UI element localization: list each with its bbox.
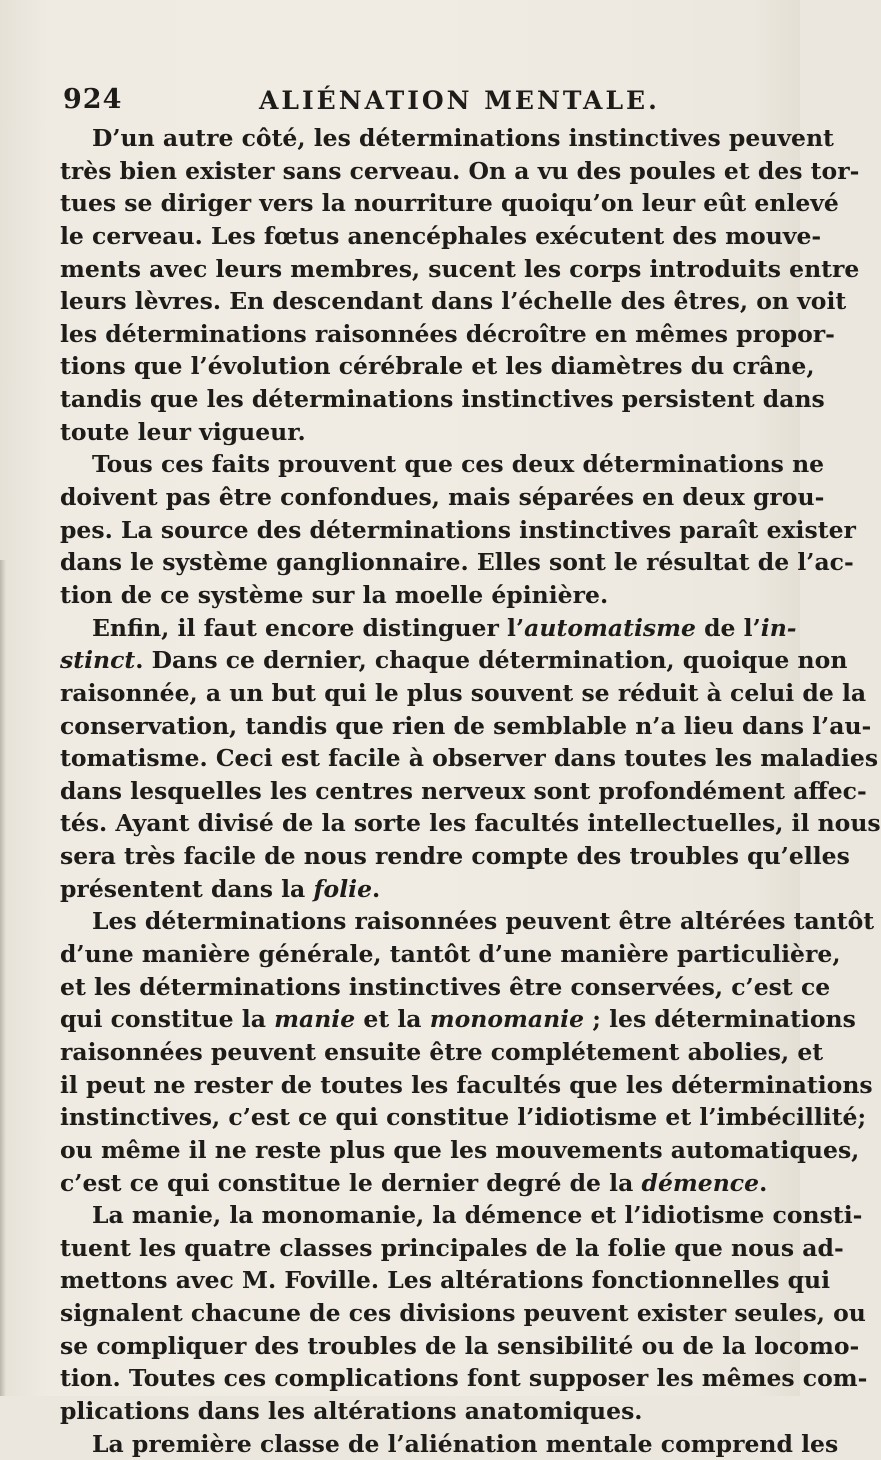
text-line: qui constitue la manie et la monomanie ; les déterminations: [60, 1005, 856, 1034]
text-line: dans lesquelles les centres nerveux sont profondément affec-: [60, 776, 867, 805]
page-edge-shadow: [0, 560, 6, 1396]
text-line: tions que l’évolution cérébrale et les diamètres du crâne,: [60, 352, 815, 381]
text-line: le cerveau. Les fœtus anencéphales exécutent des mouve-: [60, 221, 822, 250]
text-line: La première classe de l’aliénation mentale comprend les: [92, 1429, 839, 1458]
text-line: raisonnées peuvent ensuite être complétement abolies, et: [60, 1037, 824, 1066]
text-line: instinctives, c’est ce qui constitue l’idiotisme et l’imbécillité;: [60, 1103, 867, 1132]
text-line: tues se diriger vers la nourriture quoiqu’on leur eût enlevé: [60, 189, 839, 218]
text-line: tion de ce système sur la moelle épinière.: [60, 580, 609, 609]
text-line: très bien exister sans cerveau. On a vu des poules et des tor-: [60, 156, 860, 185]
text-line: tés. Ayant divisé de la sorte les facultés intellectuelles, il nous: [60, 809, 881, 838]
text-line: conservation, tandis que rien de semblable n’a lieu dans l’au-: [60, 711, 872, 740]
text-line: tandis que les déterminations instinctives persistent dans: [60, 385, 825, 414]
text-line: ments avec leurs membres, sucent les corps introduits entre: [60, 254, 860, 283]
running-head: ALIÉNATION MENTALE.: [259, 86, 660, 115]
text-line: d’une manière générale, tantôt d’une manière particulière,: [60, 940, 841, 969]
text-line: se compliquer des troubles de la sensibilité ou de la locomo-: [60, 1331, 860, 1360]
text-line: c’est ce qui constitue le dernier degré de la démence.: [60, 1168, 768, 1197]
text-line: mettons avec M. Foville. Les altérations fonctionnelles qui: [60, 1266, 831, 1295]
text-line: plications dans les altérations anatomiques.: [60, 1396, 643, 1425]
text-line: les déterminations raisonnées décroître en mêmes propor-: [60, 319, 835, 348]
text-line: sera très facile de nous rendre compte des troubles qu’elles: [60, 842, 850, 871]
page-header: [63, 84, 763, 124]
text-line: pes. La source des déterminations instinctives paraît exister: [60, 515, 856, 544]
text-line: stinct. Dans ce dernier, chaque détermination, quoique non: [60, 646, 848, 675]
text-line: La manie, la monomanie, la démence et l’idiotisme consti-: [92, 1201, 863, 1230]
text-line: tomatisme. Ceci est facile à observer dans toutes les maladies: [60, 744, 879, 773]
text-line: ou même il ne reste plus que les mouvements automatiques,: [60, 1135, 860, 1164]
text-line: doivent pas être confondues, mais séparées en deux grou-: [60, 483, 825, 512]
body-text: [60, 122, 881, 1460]
text-line: tuent les quatre classes principales de la folie que nous ad-: [60, 1233, 844, 1262]
text-line: et les déterminations instinctives être conservées, c’est ce: [60, 972, 831, 1001]
text-line: Les déterminations raisonnées peuvent être altérées tantôt: [92, 907, 875, 936]
text-line: présentent dans la folie.: [60, 874, 381, 903]
text-line: Enfin, il faut encore distinguer l’automatisme de l’in-: [92, 613, 797, 642]
text-line: dans le système ganglionnaire. Elles sont le résultat de l’ac-: [60, 548, 854, 577]
text-line: leurs lèvres. En descendant dans l’échelle des êtres, on voit: [60, 287, 847, 316]
text-line: toute leur vigueur.: [60, 417, 306, 446]
text-line: raisonnée, a un but qui le plus souvent se réduit à celui de la: [60, 678, 867, 707]
text-line: il peut ne rester de toutes les facultés que les déterminations: [60, 1070, 873, 1099]
text-line: signalent chacune de ces divisions peuvent exister seules, ou: [60, 1299, 866, 1328]
text-line: Tous ces faits prouvent que ces deux déterminations ne: [92, 450, 825, 479]
text-line: tion. Toutes ces complications font supposer les mêmes com-: [60, 1364, 868, 1393]
text-line: D’un autre côté, les déterminations instinctives peuvent: [92, 124, 834, 152]
page-number: 924: [63, 84, 123, 115]
